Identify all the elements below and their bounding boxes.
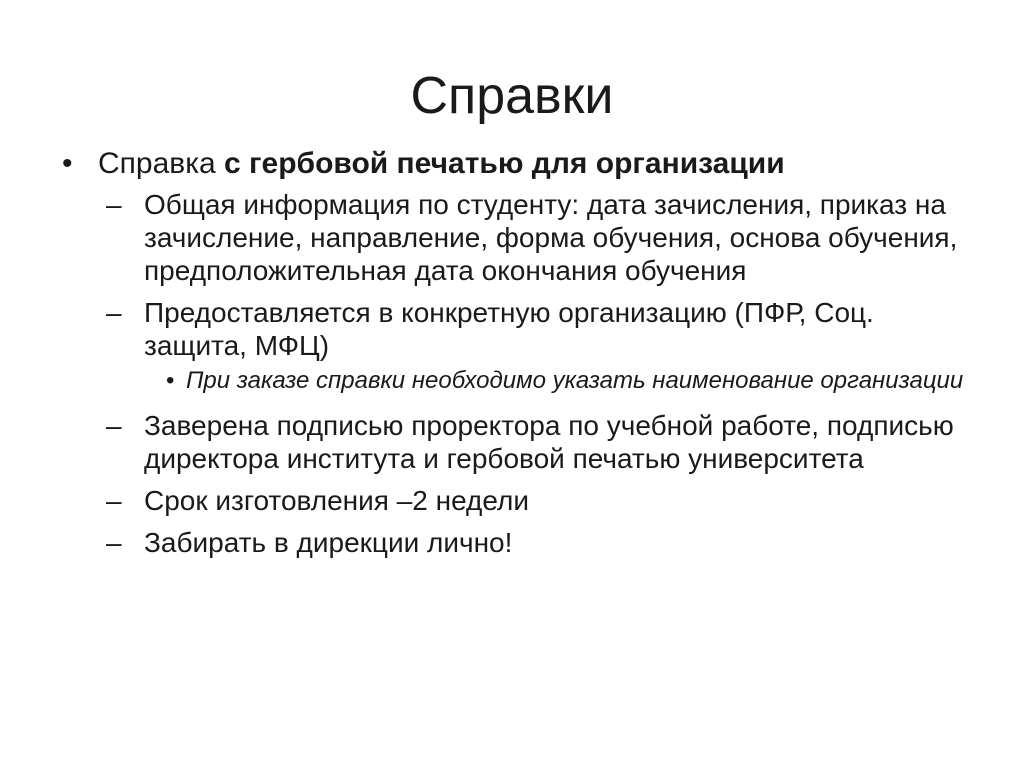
sub-item-text: Заверена подписью проректора по учебной работе, подписью директора института и гербовой печатью университета — [144, 410, 954, 474]
note-text: При заказе справки необходимо указать наименование организации — [186, 367, 964, 394]
sub-item-general-info — [62, 188, 982, 287]
bullet-dot-icon: • — [166, 367, 175, 394]
sub-item-deadline — [62, 484, 982, 517]
dash-bullet-icon: – — [106, 527, 122, 558]
slide-content — [62, 146, 982, 568]
dash-bullet-icon: – — [106, 297, 122, 328]
main-bullet-bold-text: с гербовой печатью для организации — [224, 147, 785, 180]
bullet-dot-icon: • — [62, 147, 73, 180]
dash-bullet-icon: – — [106, 189, 122, 220]
dash-bullet-icon: – — [106, 485, 122, 516]
sub-item-text: Срок изготовления –2 недели — [144, 485, 529, 516]
main-bullet-prefix: Справка — [98, 147, 225, 180]
sub-sub-item-note — [62, 367, 982, 395]
sub-item-text: Предоставляется в конкретную организацию (ПФР, Соц. защита, МФЦ) — [144, 297, 874, 361]
sub-item-text: Общая информация по студенту: дата зачисления, приказ на зачисление, направление, форма обучения, основа обучения, предположительная дата окончания обучения — [144, 189, 958, 286]
sub-item-pickup — [62, 526, 982, 559]
sub-item-signature — [62, 409, 982, 475]
sub-item-organization — [62, 296, 982, 362]
sub-item-text: Забирать в дирекции лично! — [144, 527, 513, 558]
main-bullet — [62, 146, 982, 182]
dash-bullet-icon: – — [106, 410, 122, 441]
slide-title: Справки — [410, 67, 614, 125]
